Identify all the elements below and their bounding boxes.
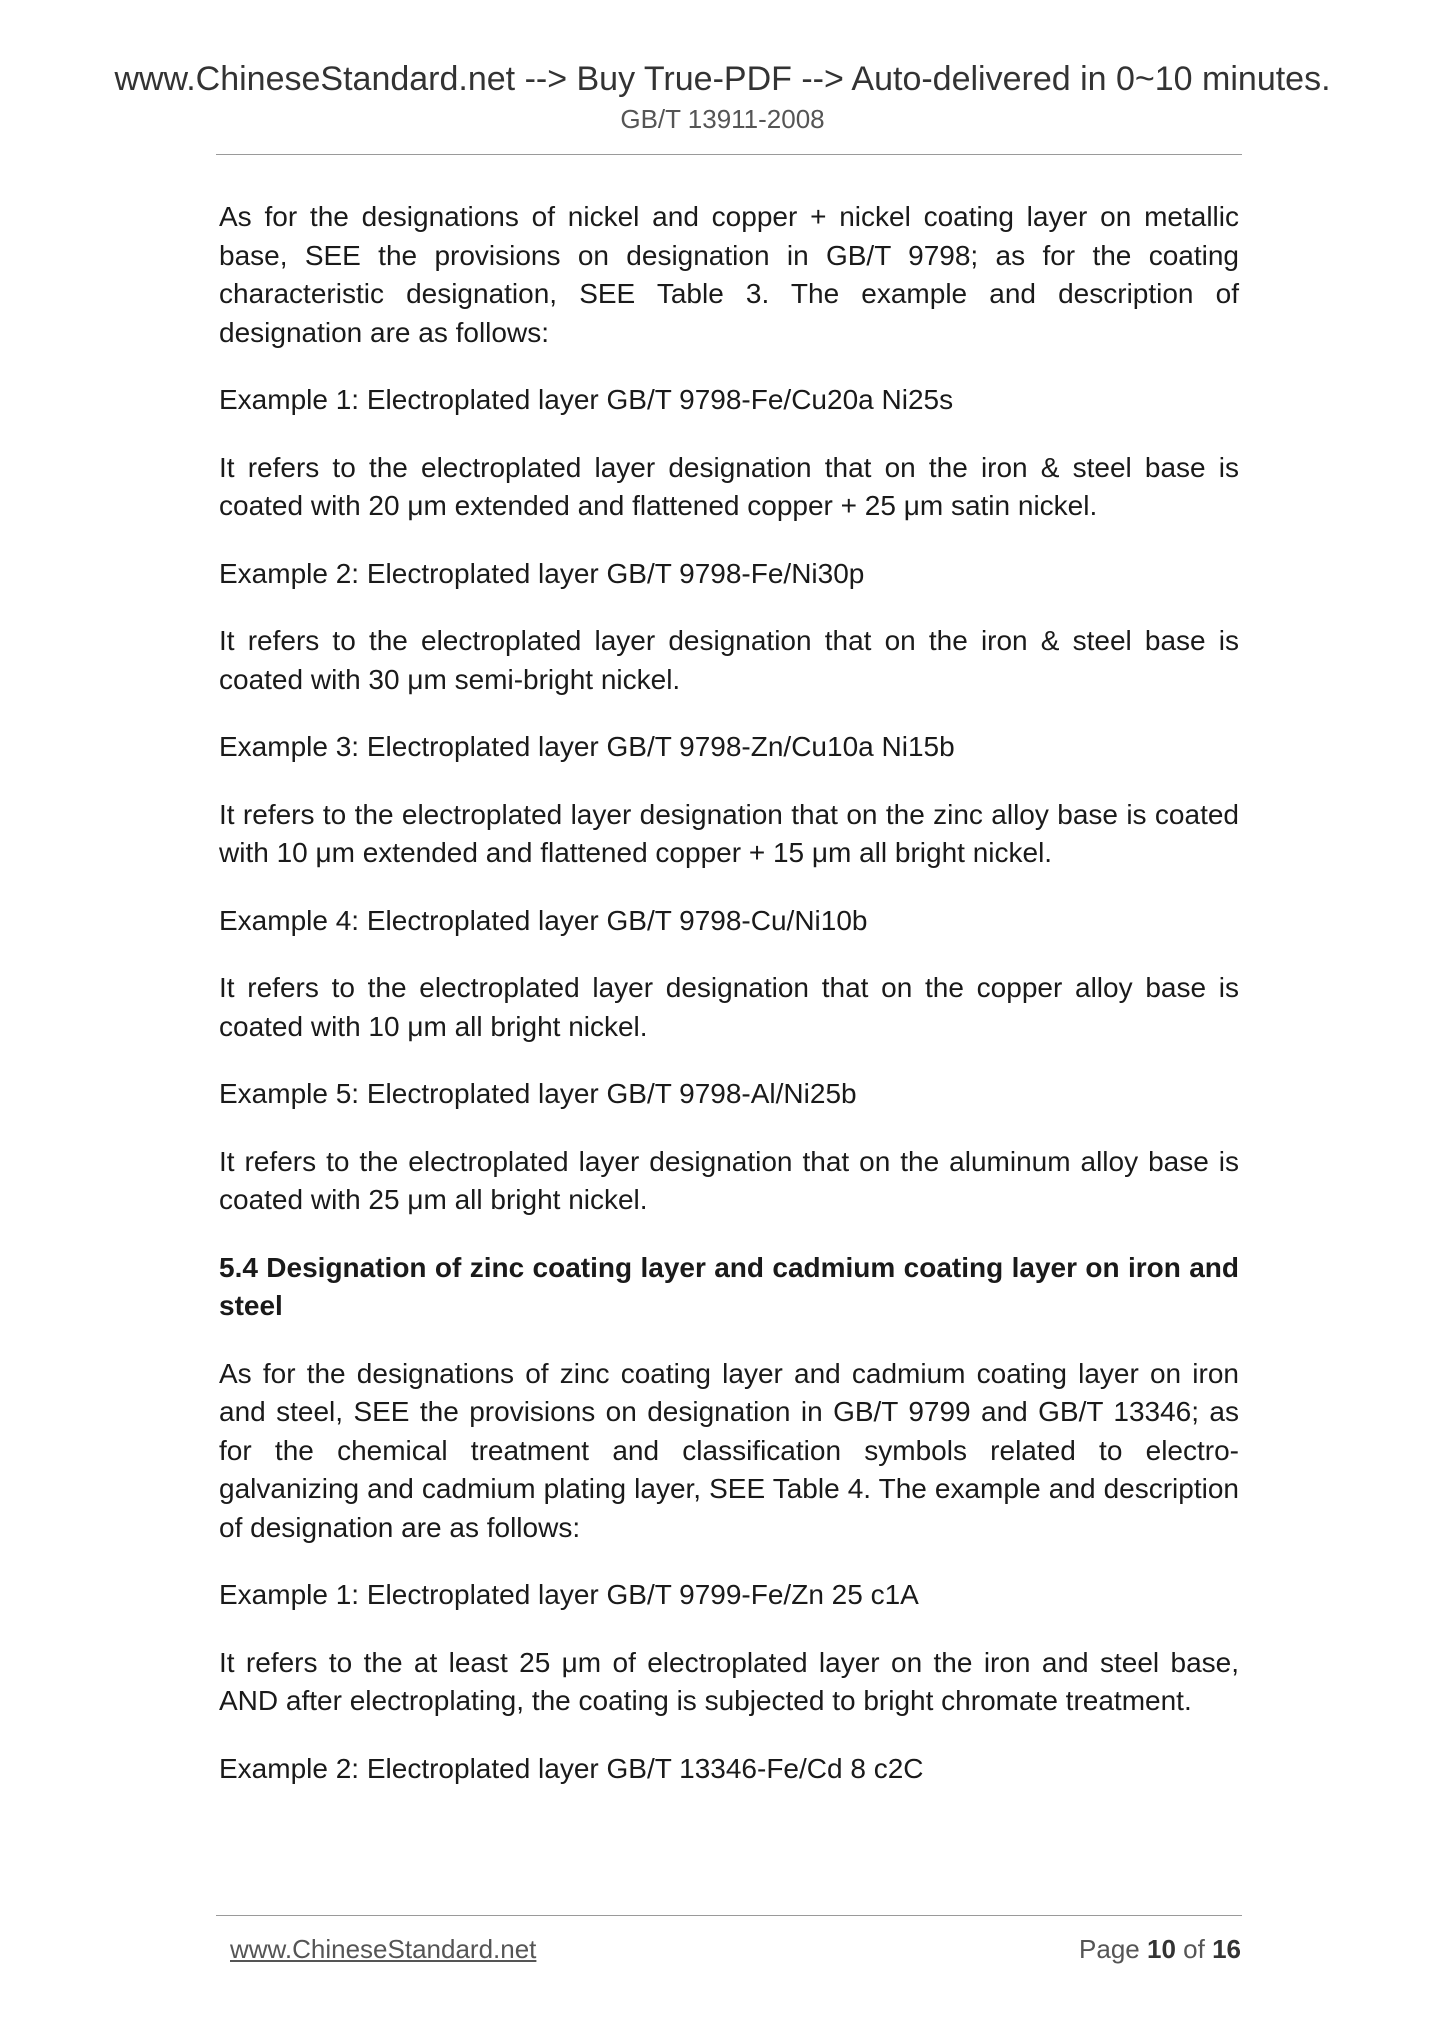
example-2-nickel: Example 2: Electroplated layer GB/T 9798-Fe/Ni30p <box>219 557 865 589</box>
footer-divider <box>216 1915 1242 1916</box>
example-1-nickel: Example 1: Electroplated layer GB/T 9798-Fe/Cu20a Ni25s <box>219 384 954 415</box>
example-5-description: It refers to the electroplated layer designation that on the aluminum alloy base is coated with 25 μm all bright nickel. <box>219 1145 1239 1215</box>
example-1-zinc-description: It refers to the at least 25 μm of electroplated layer on the iron and steel base, AND after electroplating, the coating is subjected to bright chromate treatment. <box>219 1646 1239 1716</box>
header-standard-number: GB/T 13911-2008 <box>620 104 825 134</box>
footer-site-link[interactable]: www.ChineseStandard.net <box>230 1934 537 1964</box>
example-4-nickel: Example 4: Electroplated layer GB/T 9798-Cu/Ni10b <box>219 904 868 936</box>
intro-paragraph: As for the designations of nickel and copper + nickel coating layer on metallic base, SEE the provisions on designation in GB/T 9798; as for the coating characteristic designation, SEE Table 3. The example and description of designation are as follows: <box>219 201 1239 348</box>
page-label: Page <box>1079 1934 1140 1964</box>
example-3-description: It refers to the electroplated layer designation that on the zinc alloy base is coated with 10 μm extended and flattened copper + 15 μm all bright nickel. <box>219 798 1239 868</box>
document-body <box>219 198 1239 1817</box>
page-of-label: of <box>1183 1934 1205 1964</box>
example-1-zinc: Example 1: Electroplated layer GB/T 9799-Fe/Zn 25 c1A <box>219 1579 919 1610</box>
example-3-nickel: Example 3: Electroplated layer GB/T 9798-Zn/Cu10a Ni15b <box>219 731 955 762</box>
example-1-description: It refers to the electroplated layer designation that on the iron & steel base is coated with 20 μm extended and flattened copper + 25 μm satin nickel. <box>219 451 1239 521</box>
header-divider <box>216 154 1242 155</box>
page-header <box>0 58 1445 136</box>
example-2-cadmium: Example 2: Electroplated layer GB/T 13346-Fe/Cd 8 c2C <box>219 1752 924 1784</box>
section-heading-5-4: 5.4 Designation of zinc coating layer and cadmium coating layer on iron and steel <box>219 1251 1239 1321</box>
section-5-4-intro: As for the designations of zinc coating layer and cadmium coating layer on iron and steel, SEE the provisions on designation in GB/T 9799 and GB/T 13346; as for the chemical treatment and classification symbols related to electro-galvanizing and cadmium plating layer, SEE Table 4. The example and description of designation are as follows: <box>219 1357 1239 1543</box>
page-number <box>1079 1932 1241 1966</box>
total-pages-number: 16 <box>1212 1934 1241 1964</box>
example-4-description: It refers to the electroplated layer designation that on the copper alloy base is coated with 10 μm all bright nickel. <box>219 972 1239 1042</box>
header-banner: www.ChineseStandard.net --> Buy True-PDF --> Auto-delivered in 0~10 minutes. <box>114 60 1331 98</box>
example-2-description: It refers to the electroplated layer designation that on the iron & steel base is coated with 30 μm semi-bright nickel. <box>219 625 1239 695</box>
example-5-nickel: Example 5: Electroplated layer GB/T 9798-Al/Ni25b <box>219 1078 857 1109</box>
current-page-number: 10 <box>1147 1934 1176 1964</box>
